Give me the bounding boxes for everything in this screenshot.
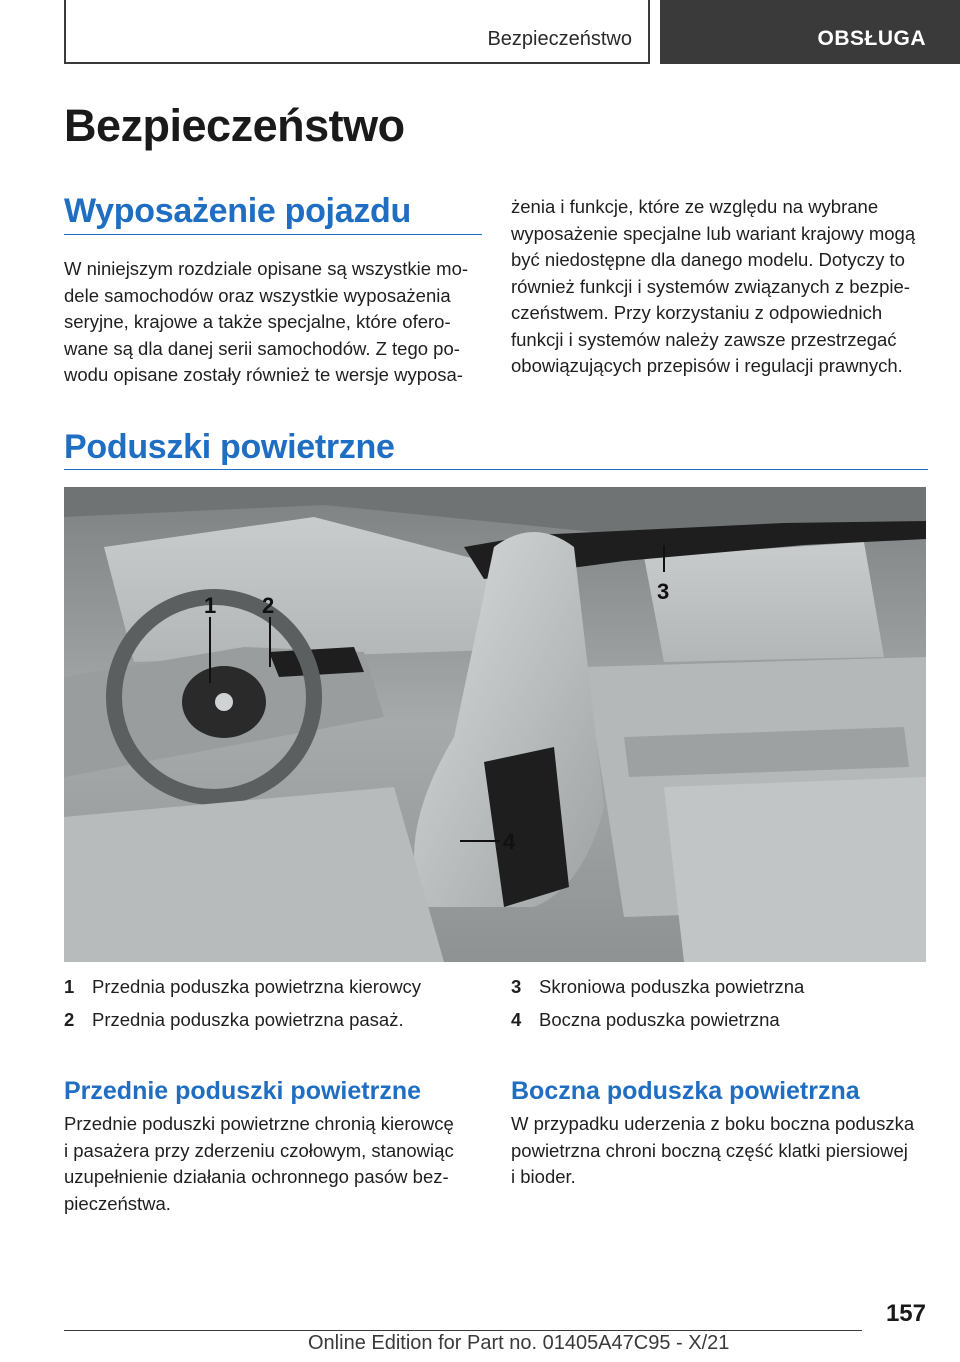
legend-number: 1 (64, 976, 75, 997)
text-line: pieczeństwa. (64, 1192, 171, 1214)
text-line: W niniejszym rozdziale opisane są wszystkie mo- (64, 258, 469, 279)
car-interior-illustration (64, 487, 926, 962)
side-airbag-text (511, 1111, 914, 1191)
text-line: wodu opisane zostały również te wersje wyposa- (64, 364, 463, 385)
text-line: i bioder. (511, 1166, 576, 1187)
text-line: funkcji i systemów należy zawsze przestrzegać (511, 328, 897, 350)
chapter-tab-label: OBSŁUGA (817, 27, 926, 50)
legend-text: Skroniowa poduszka powietrzna (539, 976, 805, 997)
callout-2: 2 (262, 593, 275, 618)
legend-number: 3 (511, 976, 522, 997)
text-line: wyposażenie specjalne lub wariant krajowy mogą (511, 222, 916, 244)
page-title: Bezpieczeństwo (64, 100, 405, 151)
footer-rule (64, 1330, 862, 1331)
text-line: dele samochodów oraz wszystkie wyposażenia (64, 284, 451, 306)
callout-1: 1 (204, 593, 217, 618)
legend-text: Przednia poduszka powietrzna kierowcy (92, 976, 422, 997)
airbags-heading-rule (64, 469, 928, 470)
text-line: czeństwem. Przy korzystaniu z odpowiednich (511, 302, 883, 323)
legend-number: 2 (64, 1009, 75, 1030)
text-line: również funkcji i systemów związanych z bezpie- (511, 275, 910, 297)
text-line: W przypadku uderzenia z boku boczna poduszka (511, 1113, 915, 1134)
text-line: powietrzna chroni boczną część klatki piersiowej (511, 1139, 908, 1161)
front-airbags-heading: Przednie poduszki powietrzne (64, 1077, 421, 1105)
legend-text: Przednia poduszka powietrzna pasaż. (92, 1009, 404, 1030)
footer-edition: Online Edition for Part no. 01405A47C95 - X/21 (308, 1332, 730, 1354)
side-airbag-heading: Boczna poduszka powietrzna (511, 1077, 860, 1105)
airbags-heading: Poduszki powietrzne (64, 428, 395, 466)
section-tab (64, 0, 650, 64)
text-line: wane są dla danej serii samochodów. Z tego po- (64, 337, 460, 359)
equipment-text-left (64, 256, 468, 389)
page-number: 157 (885, 1300, 926, 1327)
text-line: uzupełnienie działania ochronnego pasów bez- (64, 1166, 449, 1187)
text-line: obowiązujących przepisów i regulacji prawnych. (511, 355, 903, 376)
chapter-tab (660, 0, 960, 64)
legend-text: Boczna poduszka powietrzna (539, 1009, 780, 1030)
text-line: żenia i funkcje, które ze względu na wybrane (511, 196, 879, 217)
legend-number: 4 (511, 1009, 522, 1030)
callout-4: 4 (503, 829, 516, 854)
text-line: być niedostępne dla danego modelu. Dotyczy to (511, 249, 905, 270)
equipment-heading: Wyposażenie pojazdu (64, 192, 411, 230)
equipment-text-right (511, 194, 915, 380)
text-line: Przednie poduszki powietrzne chronią kierowcę (64, 1113, 454, 1134)
text-line: i pasażera przy zderzeniu czołowym, stanowiąc (64, 1139, 454, 1161)
section-tab-label: Bezpieczeństwo (487, 28, 632, 50)
equipment-heading-rule (64, 234, 482, 235)
text-line: seryjne, krajowe a także specjalne, które ofero- (64, 311, 451, 332)
callout-3: 3 (657, 579, 670, 604)
front-airbags-text (64, 1111, 454, 1217)
